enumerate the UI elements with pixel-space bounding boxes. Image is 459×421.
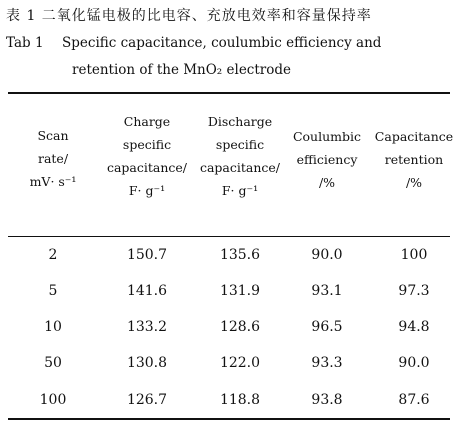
table-caption-english — [6, 35, 381, 51]
cell-retention: 87.6 — [398, 392, 430, 408]
cell-retention: 97.3 — [398, 283, 430, 299]
header-charge-capacitance — [102, 110, 192, 202]
table-row — [0, 388, 459, 412]
table-row — [0, 315, 459, 339]
caption-english-line1: Specific capacitance, coulumbic efficiency and — [62, 35, 382, 51]
cell-discharge: 131.9 — [219, 283, 261, 299]
cell-scan-rate: 50 — [44, 355, 62, 371]
table-row — [0, 279, 459, 303]
caption-english-line2: retention of the MnO₂ electrode — [72, 62, 292, 78]
header-text: /% — [405, 175, 423, 190]
cell-efficiency: 90.0 — [311, 247, 343, 263]
cell-charge: 141.6 — [126, 283, 168, 299]
header-text: Discharge — [207, 114, 273, 129]
header-capacitance-retention — [370, 125, 458, 194]
cell-efficiency: 93.8 — [311, 392, 343, 408]
cell-scan-rate: 10 — [44, 319, 62, 335]
header-text: specific — [122, 137, 172, 152]
header-coulumbic-efficiency — [288, 125, 366, 194]
header-text: efficiency — [296, 152, 358, 167]
cell-charge: 130.8 — [126, 355, 168, 371]
table-top-rule — [8, 92, 450, 94]
header-text: F· g⁻¹ — [128, 183, 166, 198]
header-text: Capacitance — [374, 129, 454, 144]
cell-retention: 94.8 — [398, 319, 430, 335]
table-bottom-rule — [8, 418, 450, 420]
cell-discharge: 135.6 — [219, 247, 261, 263]
cell-efficiency: 96.5 — [311, 319, 343, 335]
table-row — [0, 243, 459, 267]
header-text: /% — [318, 175, 336, 190]
cell-efficiency: 93.3 — [311, 355, 343, 371]
header-text: capacitance/ — [106, 160, 188, 175]
cell-discharge: 118.8 — [219, 392, 261, 408]
cell-discharge: 128.6 — [219, 319, 261, 335]
header-text: mV· s⁻¹ — [29, 174, 77, 189]
header-discharge-capacitance — [194, 110, 286, 202]
cell-retention: 90.0 — [398, 355, 430, 371]
cell-charge: 150.7 — [126, 247, 168, 263]
cell-scan-rate: 2 — [48, 247, 58, 263]
table-number: Tab 1 — [6, 35, 44, 51]
table-row — [0, 351, 459, 375]
cell-scan-rate: 100 — [39, 392, 67, 408]
cell-charge: 133.2 — [126, 319, 168, 335]
header-scan-rate — [14, 124, 92, 193]
table-header-rule — [8, 236, 450, 237]
header-text: retention — [384, 152, 444, 167]
header-text: rate/ — [37, 151, 69, 166]
header-text: specific — [215, 137, 265, 152]
cell-charge: 126.7 — [126, 392, 168, 408]
cell-retention: 100 — [400, 247, 428, 263]
header-text: Coulumbic — [292, 129, 362, 144]
header-text: Scan — [37, 128, 69, 143]
cell-efficiency: 93.1 — [311, 283, 343, 299]
header-text: F· g⁻¹ — [221, 183, 259, 198]
header-text: Charge — [123, 114, 171, 129]
cell-scan-rate: 5 — [48, 283, 58, 299]
table-caption-chinese: 表 1 二氧化锰电极的比电容、充放电效率和容量保持率 — [6, 8, 372, 24]
header-text: capacitance/ — [199, 160, 281, 175]
cell-discharge: 122.0 — [219, 355, 261, 371]
